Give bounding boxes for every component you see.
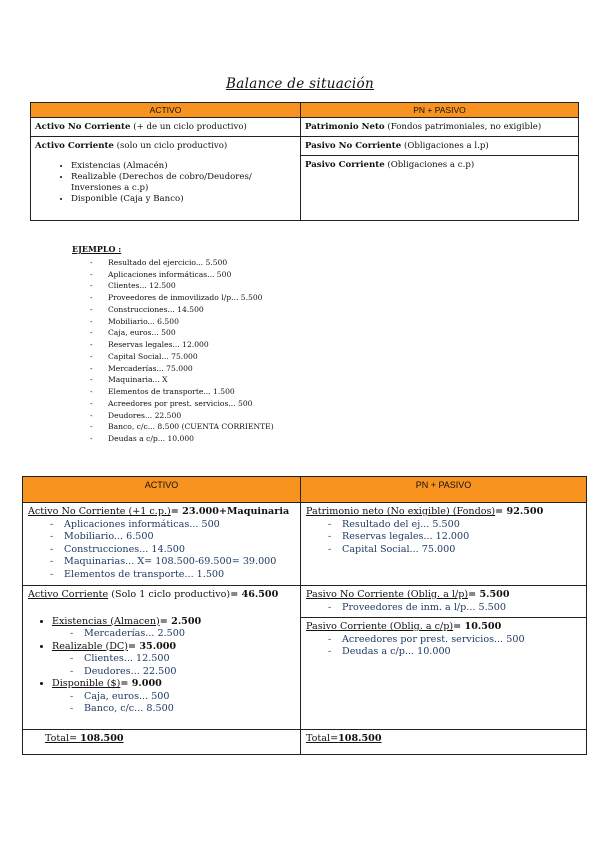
page-title: Balance de situación	[226, 76, 374, 92]
list-item: - Elementos de transporte... 1.500	[90, 386, 274, 398]
list-item: - Caja, euros... 500	[70, 691, 295, 704]
list-item: - Resultado del ejercicio... 5.500	[90, 257, 274, 269]
activo-header: ACTIVO	[23, 477, 301, 503]
list-item: - Capital Social... 75.000	[328, 544, 581, 557]
pasivo-no-corriente-cell: Pasivo No Corriente (Oblig. a l/p)= 5.500 - Proveedores de inm. a l/p... 5.500	[301, 586, 587, 618]
anc-list	[28, 519, 295, 582]
existencias-item: • Existencias (Almacen)= 2.500 - Mercaderías... 2.500	[52, 616, 295, 641]
pasivo-corriente-cell: Pasivo Corriente (Oblig. a c/p)= 10.500 - Acreedores por prest. servicios... 500 - Deudas a c/p... 10.000	[301, 618, 587, 730]
patrimonio-neto-cell: Patrimonio Neto (Fondos patrimoniales, no exigible)	[301, 118, 579, 137]
list-item: - Mercaderías... 2.500	[70, 628, 295, 641]
pasivo-no-corriente-cell: Pasivo No Corriente (Obligaciones a l.p)	[301, 137, 579, 156]
list-item: - Deudas a c/p... 10.000	[328, 646, 581, 659]
list-item: - Deudas a c/p... 10.000	[90, 433, 274, 445]
pn-list	[306, 519, 581, 557]
list-item: - Construcciones... 14.500	[50, 544, 295, 557]
list-item: • Existencias (Almacén)	[71, 161, 296, 172]
disponible-item: • Disponible ($)= 9.000 - Caja, euros... 500 - Banco, c/c... 8.500	[52, 678, 295, 716]
list-item: - Clientes... 12.500	[90, 280, 274, 292]
list-item: - Resultado del ej... 5.500	[328, 519, 581, 532]
list-item: - Reservas legales... 12.000	[90, 339, 274, 351]
list-item: - Deudores... 22.500	[70, 666, 295, 679]
balance-example-table	[22, 476, 587, 755]
list-item: • Disponible (Caja y Banco)	[71, 194, 296, 205]
list-item: - Acreedores por prest. servicios... 500	[90, 398, 274, 410]
pn-pasivo-header: PN + PASIVO	[301, 103, 579, 118]
activo-corriente-cell: Activo Corriente (Solo 1 ciclo productivo)= 46.500 • Existencias (Almacen)= 2.500 - Mercaderías... 2.500 • Realizable (DC)= 35.000 - Clientes... 12.500 - Deudores... 22.500 • Disponible ($)= 9.000 - Caja, euros... 500 - Banco, c/c... 8.500	[23, 586, 301, 730]
list-item: - Clientes... 12.500	[70, 653, 295, 666]
list-item: - Elementos de transporte... 1.500	[50, 569, 295, 582]
activo-header: ACTIVO	[31, 103, 301, 118]
list-item: - Mobiliario... 6.500	[50, 531, 295, 544]
list-item: - Aplicaciones informáticas... 500	[50, 519, 295, 532]
activo-corriente-list	[35, 161, 296, 205]
list-item: - Proveedores de inmovilizado l/p... 5.500	[90, 292, 274, 304]
list-item: - Mobiliario... 6.500	[90, 316, 274, 328]
list-item: - Deudores... 22.500	[90, 410, 274, 422]
pn-pasivo-header: PN + PASIVO	[301, 477, 587, 503]
activo-no-corriente-cell: Activo No Corriente (+1 c.p.)= 23.000+Maquinaria - Aplicaciones informáticas... 500 - Mobiliario... 6.500 - Construcciones... 14.500 - Maquinarias... X= 108.500-69.500= 39.000 - Elementos de transporte... 1.500	[23, 503, 301, 586]
activo-no-corriente-cell: Activo No Corriente (+ de un ciclo productivo)	[31, 118, 301, 137]
balance-scheme-table	[30, 102, 579, 221]
example-section	[72, 244, 274, 445]
patrimonio-neto-cell: Patrimonio neto (No exigible) (Fondos)= 92.500 - Resultado del ej... 5.500 - Reservas legales... 12.000 - Capital Social... 75.000	[301, 503, 587, 586]
list-item: • Realizable (Derechos de cobro/Deudores/ Inversiones a c.p)	[71, 172, 296, 194]
list-item: - Caja, euros... 500	[90, 327, 274, 339]
ac-groups	[28, 616, 295, 716]
realizable-item: • Realizable (DC)= 35.000 - Clientes... 12.500 - Deudores... 22.500	[52, 641, 295, 679]
list-item: - Mercaderías... 75.000	[90, 363, 274, 375]
list-item: - Reservas legales... 12.000	[328, 531, 581, 544]
list-item: - Acreedores por prest. servicios... 500	[328, 634, 581, 647]
example-list	[72, 257, 274, 445]
list-item: - Aplicaciones informáticas... 500	[90, 269, 274, 281]
example-heading: EJEMPLO :	[72, 244, 122, 254]
list-item: - Capital Social... 75.000	[90, 351, 274, 363]
list-item: - Maquinarias... X= 108.500-69.500= 39.000	[50, 556, 295, 569]
total-activo-cell: Total= 108.500	[23, 730, 301, 755]
activo-corriente-cell: Activo Corriente (solo un ciclo productivo) • Existencias (Almacén) • Realizable (Derechos de cobro/Deudores/ Inversiones a c.p) • Disponible (Caja y Banco)	[31, 137, 301, 221]
list-item: - Proveedores de inm. a l/p... 5.500	[328, 602, 581, 615]
pnc-list	[306, 602, 581, 615]
pasivo-corriente-cell: Pasivo Corriente (Obligaciones a c.p)	[301, 156, 579, 221]
pc-list	[306, 634, 581, 659]
list-item: - Banco, c/c... 8.500 (CUENTA CORRIENTE)	[90, 421, 274, 433]
total-pasivo-cell: Total=108.500	[301, 730, 587, 755]
list-item: - Maquinaria... X	[90, 374, 274, 386]
list-item: - Construcciones... 14.500	[90, 304, 274, 316]
list-item: - Banco, c/c... 8.500	[70, 703, 295, 716]
